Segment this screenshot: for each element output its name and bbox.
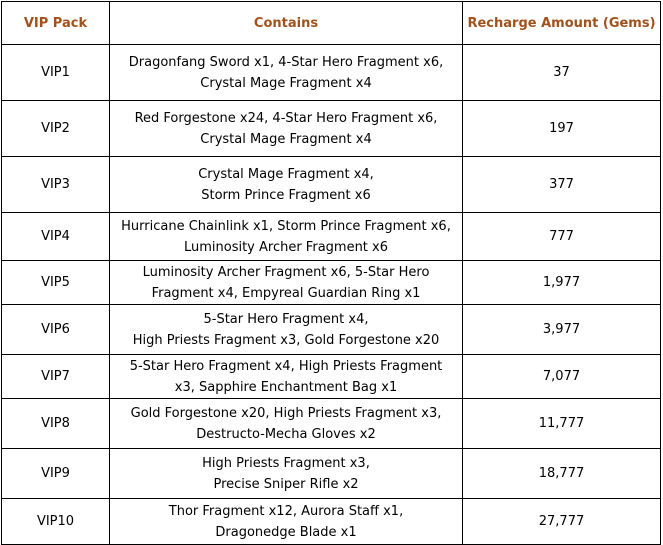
contains-cell <box>110 45 463 101</box>
header-contains: Contains <box>110 2 463 45</box>
table-row <box>2 399 661 449</box>
table-row <box>2 213 661 261</box>
recharge-amount-cell: 1,977 <box>463 261 661 305</box>
contains-line: Hurricane Chainlink x1, Storm Prince Fragment x6, <box>121 218 451 234</box>
recharge-amount-cell: 7,077 <box>463 355 661 399</box>
table-row <box>2 449 661 499</box>
vip-pack-cell: VIP4 <box>2 213 110 261</box>
contains-line: Thor Fragment x12, Aurora Staff x1, <box>168 503 404 519</box>
table-row <box>2 499 661 545</box>
vip-pack-cell: VIP2 <box>2 101 110 157</box>
table-row <box>2 261 661 305</box>
vip-pack-table <box>1 1 661 545</box>
contains-cell <box>110 399 463 449</box>
vip-pack-cell: VIP8 <box>2 399 110 449</box>
contains-line: Crystal Mage Fragment x4 <box>200 75 372 91</box>
vip-pack-cell: VIP7 <box>2 355 110 399</box>
contains-line: Dragonedge Blade x1 <box>215 524 357 540</box>
vip-pack-cell: VIP5 <box>2 261 110 305</box>
recharge-amount-cell: 27,777 <box>463 499 661 545</box>
recharge-amount-cell: 18,777 <box>463 449 661 499</box>
contains-line: Fragment x4, Empyreal Guardian Ring x1 <box>151 285 421 301</box>
contains-line: Crystal Mage Fragment x4 <box>200 131 372 147</box>
contains-line: Luminosity Archer Fragment x6, 5-Star Hero <box>142 264 430 280</box>
recharge-amount-cell: 777 <box>463 213 661 261</box>
recharge-amount-cell: 197 <box>463 101 661 157</box>
recharge-amount-cell: 3,977 <box>463 305 661 355</box>
table-row <box>2 355 661 399</box>
recharge-amount-cell: 11,777 <box>463 399 661 449</box>
contains-line: Red Forgestone x24, 4-Star Hero Fragment x6, <box>134 110 438 126</box>
contains-cell <box>110 499 463 545</box>
contains-line: 5-Star Hero Fragment x4, High Priests Fragment <box>129 358 443 374</box>
table-row <box>2 157 661 213</box>
contains-line: Crystal Mage Fragment x4, <box>198 166 374 182</box>
vip-pack-cell: VIP6 <box>2 305 110 355</box>
vip-pack-cell: VIP10 <box>2 499 110 545</box>
table-row <box>2 101 661 157</box>
contains-line: Dragonfang Sword x1, 4-Star Hero Fragment x6, <box>128 54 444 70</box>
contains-line: x3, Sapphire Enchantment Bag x1 <box>174 379 398 395</box>
recharge-amount-cell: 37 <box>463 45 661 101</box>
contains-line: Gold Forgestone x20, High Priests Fragment x3, <box>130 405 442 421</box>
contains-cell <box>110 355 463 399</box>
table-header-row <box>2 2 661 45</box>
contains-cell <box>110 157 463 213</box>
table-row <box>2 45 661 101</box>
vip-pack-cell: VIP3 <box>2 157 110 213</box>
header-vip-pack: VIP Pack <box>2 2 110 45</box>
contains-cell <box>110 213 463 261</box>
contains-cell <box>110 261 463 305</box>
contains-cell <box>110 449 463 499</box>
contains-line: 5-Star Hero Fragment x4, <box>203 311 369 327</box>
vip-pack-cell: VIP9 <box>2 449 110 499</box>
table-row <box>2 305 661 355</box>
vip-pack-cell: VIP1 <box>2 45 110 101</box>
contains-cell <box>110 101 463 157</box>
header-recharge-amount: Recharge Amount (Gems) <box>463 2 661 45</box>
contains-line: Storm Prince Fragment x6 <box>201 187 371 203</box>
contains-line: Precise Sniper Rifle x2 <box>213 476 359 492</box>
recharge-amount-cell: 377 <box>463 157 661 213</box>
contains-line: Destructo-Mecha Gloves x2 <box>196 426 376 442</box>
contains-cell <box>110 305 463 355</box>
contains-line: Luminosity Archer Fragment x6 <box>183 239 389 255</box>
contains-line: High Priests Fragment x3, <box>202 455 370 471</box>
contains-line: High Priests Fragment x3, Gold Forgestone x20 <box>132 332 440 348</box>
